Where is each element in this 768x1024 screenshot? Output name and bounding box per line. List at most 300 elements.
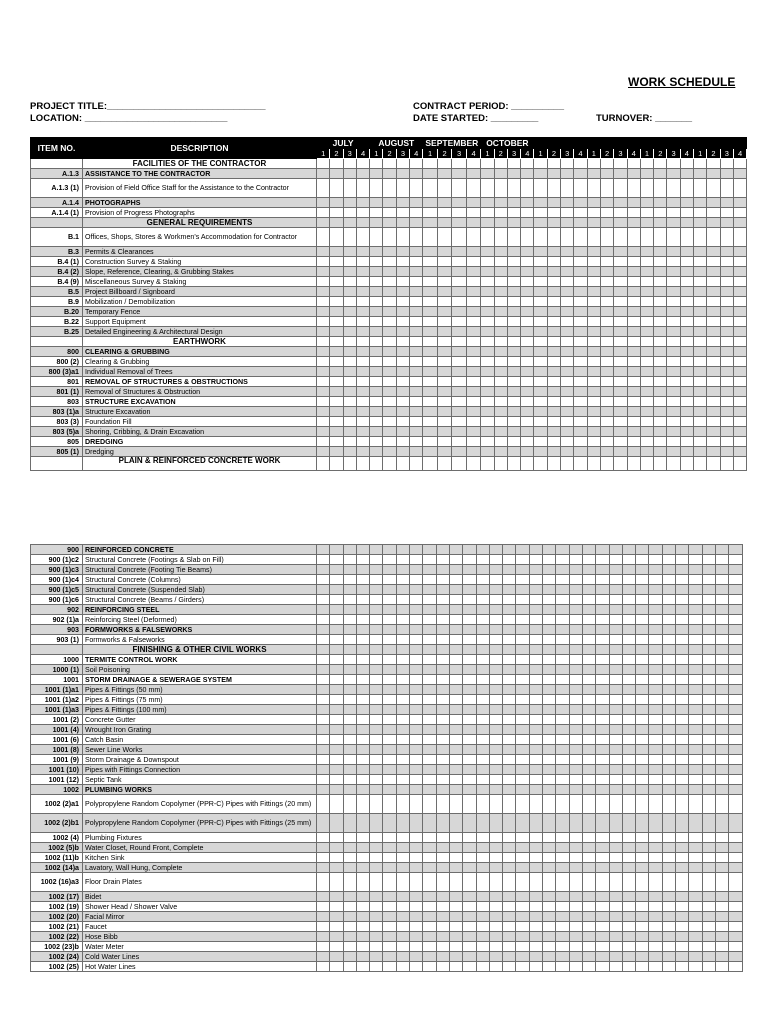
schedule-cell[interactable] bbox=[676, 863, 689, 873]
schedule-cell[interactable] bbox=[449, 922, 462, 932]
schedule-cell[interactable] bbox=[622, 775, 635, 785]
schedule-cell[interactable] bbox=[720, 257, 733, 267]
schedule-cell[interactable] bbox=[452, 427, 466, 437]
schedule-cell[interactable] bbox=[370, 327, 383, 337]
schedule-cell[interactable] bbox=[489, 902, 502, 912]
schedule-cell[interactable] bbox=[396, 695, 409, 705]
schedule-cell[interactable] bbox=[556, 695, 569, 705]
schedule-cell[interactable] bbox=[574, 277, 587, 287]
schedule-cell[interactable] bbox=[370, 735, 383, 745]
schedule-cell[interactable] bbox=[436, 695, 449, 705]
schedule-cell[interactable] bbox=[729, 735, 742, 745]
schedule-cell[interactable] bbox=[410, 277, 423, 287]
schedule-cell[interactable] bbox=[437, 317, 451, 327]
schedule-cell[interactable] bbox=[330, 645, 343, 655]
schedule-cell[interactable] bbox=[507, 218, 520, 228]
schedule-cell[interactable] bbox=[543, 785, 556, 795]
schedule-cell[interactable] bbox=[694, 377, 707, 387]
schedule-cell[interactable] bbox=[543, 585, 556, 595]
schedule-cell[interactable] bbox=[707, 198, 720, 208]
schedule-cell[interactable] bbox=[356, 407, 369, 417]
schedule-cell[interactable] bbox=[640, 179, 653, 198]
schedule-cell[interactable] bbox=[587, 417, 600, 427]
schedule-cell[interactable] bbox=[370, 843, 383, 853]
schedule-cell[interactable] bbox=[466, 437, 481, 447]
schedule-cell[interactable] bbox=[343, 685, 356, 695]
schedule-cell[interactable] bbox=[396, 447, 409, 457]
schedule-cell[interactable] bbox=[676, 873, 689, 892]
schedule-cell[interactable] bbox=[356, 833, 369, 843]
schedule-cell[interactable] bbox=[680, 287, 693, 297]
schedule-cell[interactable] bbox=[396, 218, 409, 228]
schedule-cell[interactable] bbox=[452, 257, 466, 267]
schedule-cell[interactable] bbox=[702, 765, 715, 775]
schedule-cell[interactable] bbox=[476, 555, 489, 565]
schedule-cell[interactable] bbox=[494, 377, 507, 387]
schedule-cell[interactable] bbox=[582, 932, 595, 942]
schedule-cell[interactable] bbox=[667, 317, 680, 327]
schedule-cell[interactable] bbox=[463, 695, 476, 705]
schedule-cell[interactable] bbox=[452, 437, 466, 447]
schedule-cell[interactable] bbox=[343, 297, 356, 307]
schedule-cell[interactable] bbox=[396, 715, 409, 725]
schedule-cell[interactable] bbox=[707, 307, 720, 317]
schedule-cell[interactable] bbox=[600, 417, 613, 427]
schedule-cell[interactable] bbox=[466, 247, 481, 257]
schedule-cell[interactable] bbox=[476, 575, 489, 585]
schedule-cell[interactable] bbox=[436, 795, 449, 814]
schedule-cell[interactable] bbox=[680, 377, 693, 387]
schedule-cell[interactable] bbox=[543, 892, 556, 902]
schedule-cell[interactable] bbox=[317, 765, 330, 775]
schedule-cell[interactable] bbox=[609, 942, 622, 952]
schedule-cell[interactable] bbox=[662, 785, 675, 795]
schedule-cell[interactable] bbox=[543, 635, 556, 645]
schedule-cell[interactable] bbox=[437, 257, 451, 267]
schedule-cell[interactable] bbox=[343, 765, 356, 775]
schedule-cell[interactable] bbox=[423, 863, 436, 873]
schedule-cell[interactable] bbox=[715, 715, 728, 725]
schedule-cell[interactable] bbox=[694, 397, 707, 407]
schedule-cell[interactable] bbox=[463, 873, 476, 892]
schedule-cell[interactable] bbox=[423, 902, 436, 912]
schedule-cell[interactable] bbox=[627, 407, 640, 417]
schedule-cell[interactable] bbox=[452, 287, 466, 297]
schedule-cell[interactable] bbox=[649, 902, 662, 912]
schedule-cell[interactable] bbox=[516, 605, 529, 615]
schedule-cell[interactable] bbox=[343, 775, 356, 785]
schedule-cell[interactable] bbox=[521, 347, 534, 357]
schedule-cell[interactable] bbox=[370, 257, 383, 267]
schedule-cell[interactable] bbox=[534, 218, 547, 228]
schedule-cell[interactable] bbox=[729, 775, 742, 785]
schedule-cell[interactable] bbox=[396, 665, 409, 675]
schedule-cell[interactable] bbox=[636, 853, 649, 863]
schedule-cell[interactable] bbox=[689, 735, 702, 745]
schedule-cell[interactable] bbox=[423, 765, 436, 775]
schedule-cell[interactable] bbox=[694, 337, 707, 347]
schedule-cell[interactable] bbox=[343, 785, 356, 795]
schedule-cell[interactable] bbox=[423, 665, 436, 675]
schedule-cell[interactable] bbox=[356, 725, 369, 735]
schedule-cell[interactable] bbox=[720, 347, 733, 357]
schedule-cell[interactable] bbox=[561, 267, 574, 277]
schedule-cell[interactable] bbox=[529, 585, 542, 595]
schedule-cell[interactable] bbox=[370, 347, 383, 357]
schedule-cell[interactable] bbox=[596, 565, 609, 575]
schedule-cell[interactable] bbox=[330, 327, 343, 337]
schedule-cell[interactable] bbox=[609, 843, 622, 853]
schedule-cell[interactable] bbox=[569, 785, 582, 795]
schedule-cell[interactable] bbox=[662, 952, 675, 962]
schedule-cell[interactable] bbox=[543, 853, 556, 863]
schedule-cell[interactable] bbox=[627, 247, 640, 257]
schedule-cell[interactable] bbox=[463, 545, 476, 555]
schedule-cell[interactable] bbox=[667, 257, 680, 267]
schedule-cell[interactable] bbox=[582, 853, 595, 863]
schedule-cell[interactable] bbox=[476, 755, 489, 765]
schedule-cell[interactable] bbox=[556, 873, 569, 892]
schedule-cell[interactable] bbox=[410, 833, 423, 843]
schedule-cell[interactable] bbox=[587, 159, 600, 169]
schedule-cell[interactable] bbox=[543, 795, 556, 814]
schedule-cell[interactable] bbox=[622, 665, 635, 675]
schedule-cell[interactable] bbox=[489, 853, 502, 863]
schedule-cell[interactable] bbox=[507, 179, 520, 198]
schedule-cell[interactable] bbox=[667, 208, 680, 218]
schedule-cell[interactable] bbox=[534, 307, 547, 317]
schedule-cell[interactable] bbox=[317, 377, 330, 387]
schedule-cell[interactable] bbox=[529, 595, 542, 605]
schedule-cell[interactable] bbox=[689, 795, 702, 814]
schedule-cell[interactable] bbox=[436, 952, 449, 962]
schedule-cell[interactable] bbox=[330, 437, 343, 447]
schedule-cell[interactable] bbox=[449, 595, 462, 605]
schedule-cell[interactable] bbox=[466, 417, 481, 427]
schedule-cell[interactable] bbox=[410, 565, 423, 575]
schedule-cell[interactable] bbox=[466, 367, 481, 377]
schedule-cell[interactable] bbox=[330, 457, 343, 471]
schedule-cell[interactable] bbox=[317, 208, 330, 218]
schedule-cell[interactable] bbox=[481, 198, 494, 208]
schedule-cell[interactable] bbox=[521, 277, 534, 287]
schedule-cell[interactable] bbox=[715, 833, 728, 843]
schedule-cell[interactable] bbox=[534, 277, 547, 287]
schedule-cell[interactable] bbox=[343, 337, 356, 347]
schedule-cell[interactable] bbox=[330, 397, 343, 407]
schedule-cell[interactable] bbox=[556, 942, 569, 952]
schedule-cell[interactable] bbox=[614, 367, 627, 377]
schedule-cell[interactable] bbox=[556, 575, 569, 585]
schedule-cell[interactable] bbox=[654, 208, 667, 218]
schedule-cell[interactable] bbox=[481, 169, 494, 179]
schedule-cell[interactable] bbox=[609, 575, 622, 585]
schedule-cell[interactable] bbox=[574, 228, 587, 247]
schedule-cell[interactable] bbox=[609, 745, 622, 755]
schedule-cell[interactable] bbox=[330, 377, 343, 387]
schedule-cell[interactable] bbox=[449, 853, 462, 863]
schedule-cell[interactable] bbox=[694, 159, 707, 169]
schedule-cell[interactable] bbox=[423, 715, 436, 725]
schedule-cell[interactable] bbox=[676, 765, 689, 775]
schedule-cell[interactable] bbox=[689, 585, 702, 595]
schedule-cell[interactable] bbox=[556, 705, 569, 715]
schedule-cell[interactable] bbox=[423, 735, 436, 745]
schedule-cell[interactable] bbox=[370, 545, 383, 555]
schedule-cell[interactable] bbox=[356, 357, 369, 367]
schedule-cell[interactable] bbox=[614, 357, 627, 367]
schedule-cell[interactable] bbox=[676, 565, 689, 575]
schedule-cell[interactable] bbox=[449, 605, 462, 615]
schedule-cell[interactable] bbox=[649, 655, 662, 665]
schedule-cell[interactable] bbox=[423, 357, 437, 367]
schedule-cell[interactable] bbox=[667, 427, 680, 437]
schedule-cell[interactable] bbox=[561, 337, 574, 347]
schedule-cell[interactable] bbox=[680, 387, 693, 397]
schedule-cell[interactable] bbox=[356, 347, 369, 357]
schedule-cell[interactable] bbox=[600, 267, 613, 277]
schedule-cell[interactable] bbox=[729, 932, 742, 942]
schedule-cell[interactable] bbox=[423, 795, 436, 814]
schedule-cell[interactable] bbox=[529, 912, 542, 922]
schedule-cell[interactable] bbox=[521, 287, 534, 297]
schedule-cell[interactable] bbox=[662, 595, 675, 605]
schedule-cell[interactable] bbox=[534, 267, 547, 277]
schedule-cell[interactable] bbox=[436, 725, 449, 735]
schedule-cell[interactable] bbox=[317, 863, 330, 873]
schedule-cell[interactable] bbox=[569, 932, 582, 942]
schedule-cell[interactable] bbox=[396, 853, 409, 863]
schedule-cell[interactable] bbox=[547, 198, 560, 208]
schedule-cell[interactable] bbox=[707, 287, 720, 297]
schedule-cell[interactable] bbox=[423, 377, 437, 387]
schedule-cell[interactable] bbox=[343, 615, 356, 625]
schedule-cell[interactable] bbox=[516, 635, 529, 645]
schedule-cell[interactable] bbox=[343, 347, 356, 357]
schedule-cell[interactable] bbox=[636, 922, 649, 932]
schedule-cell[interactable] bbox=[507, 317, 520, 327]
schedule-cell[interactable] bbox=[587, 377, 600, 387]
schedule-cell[interactable] bbox=[680, 257, 693, 267]
schedule-cell[interactable] bbox=[521, 169, 534, 179]
schedule-cell[interactable] bbox=[436, 665, 449, 675]
schedule-cell[interactable] bbox=[383, 745, 396, 755]
schedule-cell[interactable] bbox=[370, 159, 383, 169]
schedule-cell[interactable] bbox=[543, 555, 556, 565]
schedule-cell[interactable] bbox=[596, 853, 609, 863]
schedule-cell[interactable] bbox=[423, 208, 437, 218]
schedule-cell[interactable] bbox=[556, 675, 569, 685]
schedule-cell[interactable] bbox=[503, 625, 516, 635]
schedule-cell[interactable] bbox=[676, 755, 689, 765]
schedule-cell[interactable] bbox=[622, 705, 635, 715]
schedule-cell[interactable] bbox=[649, 863, 662, 873]
schedule-cell[interactable] bbox=[729, 645, 742, 655]
schedule-cell[interactable] bbox=[561, 179, 574, 198]
schedule-cell[interactable] bbox=[733, 277, 746, 287]
schedule-cell[interactable] bbox=[396, 545, 409, 555]
schedule-cell[interactable] bbox=[370, 615, 383, 625]
schedule-cell[interactable] bbox=[396, 725, 409, 735]
schedule-cell[interactable] bbox=[410, 952, 423, 962]
schedule-cell[interactable] bbox=[410, 685, 423, 695]
schedule-cell[interactable] bbox=[383, 725, 396, 735]
schedule-cell[interactable] bbox=[600, 377, 613, 387]
schedule-cell[interactable] bbox=[410, 942, 423, 952]
schedule-cell[interactable] bbox=[521, 198, 534, 208]
schedule-cell[interactable] bbox=[574, 247, 587, 257]
schedule-cell[interactable] bbox=[423, 287, 437, 297]
schedule-cell[interactable] bbox=[662, 685, 675, 695]
schedule-cell[interactable] bbox=[614, 397, 627, 407]
schedule-cell[interactable] bbox=[437, 169, 451, 179]
schedule-cell[interactable] bbox=[449, 932, 462, 942]
schedule-cell[interactable] bbox=[466, 387, 481, 397]
schedule-cell[interactable] bbox=[729, 595, 742, 605]
schedule-cell[interactable] bbox=[614, 377, 627, 387]
schedule-cell[interactable] bbox=[356, 307, 369, 317]
schedule-cell[interactable] bbox=[494, 277, 507, 287]
schedule-cell[interactable] bbox=[330, 267, 343, 277]
schedule-cell[interactable] bbox=[317, 665, 330, 675]
schedule-cell[interactable] bbox=[356, 745, 369, 755]
schedule-cell[interactable] bbox=[676, 695, 689, 705]
schedule-cell[interactable] bbox=[556, 665, 569, 675]
schedule-cell[interactable] bbox=[463, 605, 476, 615]
schedule-cell[interactable] bbox=[720, 159, 733, 169]
schedule-cell[interactable] bbox=[516, 665, 529, 675]
schedule-cell[interactable] bbox=[627, 367, 640, 377]
schedule-cell[interactable] bbox=[667, 437, 680, 447]
schedule-cell[interactable] bbox=[317, 297, 330, 307]
schedule-cell[interactable] bbox=[689, 635, 702, 645]
schedule-cell[interactable] bbox=[507, 159, 520, 169]
schedule-cell[interactable] bbox=[561, 397, 574, 407]
schedule-cell[interactable] bbox=[662, 715, 675, 725]
schedule-cell[interactable] bbox=[396, 247, 409, 257]
schedule-cell[interactable] bbox=[463, 635, 476, 645]
schedule-cell[interactable] bbox=[356, 863, 369, 873]
schedule-cell[interactable] bbox=[702, 575, 715, 585]
schedule-cell[interactable] bbox=[654, 277, 667, 287]
schedule-cell[interactable] bbox=[534, 297, 547, 307]
schedule-cell[interactable] bbox=[476, 665, 489, 675]
schedule-cell[interactable] bbox=[330, 218, 343, 228]
schedule-cell[interactable] bbox=[476, 962, 489, 972]
schedule-cell[interactable] bbox=[627, 437, 640, 447]
schedule-cell[interactable] bbox=[543, 705, 556, 715]
schedule-cell[interactable] bbox=[534, 257, 547, 267]
schedule-cell[interactable] bbox=[636, 795, 649, 814]
schedule-cell[interactable] bbox=[627, 179, 640, 198]
schedule-cell[interactable] bbox=[383, 397, 396, 407]
schedule-cell[interactable] bbox=[627, 427, 640, 437]
schedule-cell[interactable] bbox=[507, 198, 520, 208]
schedule-cell[interactable] bbox=[437, 159, 451, 169]
schedule-cell[interactable] bbox=[569, 625, 582, 635]
schedule-cell[interactable] bbox=[503, 665, 516, 675]
schedule-cell[interactable] bbox=[680, 247, 693, 257]
schedule-cell[interactable] bbox=[476, 725, 489, 735]
schedule-cell[interactable] bbox=[396, 257, 409, 267]
schedule-cell[interactable] bbox=[649, 545, 662, 555]
schedule-cell[interactable] bbox=[463, 902, 476, 912]
schedule-cell[interactable] bbox=[702, 814, 715, 833]
schedule-cell[interactable] bbox=[596, 555, 609, 565]
schedule-cell[interactable] bbox=[410, 922, 423, 932]
schedule-cell[interactable] bbox=[569, 912, 582, 922]
schedule-cell[interactable] bbox=[383, 357, 396, 367]
schedule-cell[interactable] bbox=[410, 437, 423, 447]
schedule-cell[interactable] bbox=[481, 307, 494, 317]
schedule-cell[interactable] bbox=[370, 635, 383, 645]
schedule-cell[interactable] bbox=[343, 218, 356, 228]
schedule-cell[interactable] bbox=[494, 257, 507, 267]
schedule-cell[interactable] bbox=[489, 625, 502, 635]
schedule-cell[interactable] bbox=[609, 705, 622, 715]
schedule-cell[interactable] bbox=[507, 228, 520, 247]
schedule-cell[interactable] bbox=[649, 912, 662, 922]
schedule-cell[interactable] bbox=[534, 387, 547, 397]
schedule-cell[interactable] bbox=[596, 685, 609, 695]
schedule-cell[interactable] bbox=[370, 218, 383, 228]
schedule-cell[interactable] bbox=[707, 218, 720, 228]
schedule-cell[interactable] bbox=[622, 635, 635, 645]
schedule-cell[interactable] bbox=[582, 863, 595, 873]
schedule-cell[interactable] bbox=[729, 565, 742, 575]
schedule-cell[interactable] bbox=[343, 912, 356, 922]
schedule-cell[interactable] bbox=[609, 715, 622, 725]
schedule-cell[interactable] bbox=[529, 765, 542, 775]
schedule-cell[interactable] bbox=[529, 605, 542, 615]
schedule-cell[interactable] bbox=[561, 208, 574, 218]
schedule-cell[interactable] bbox=[667, 247, 680, 257]
schedule-cell[interactable] bbox=[574, 377, 587, 387]
schedule-cell[interactable] bbox=[636, 775, 649, 785]
schedule-cell[interactable] bbox=[569, 675, 582, 685]
schedule-cell[interactable] bbox=[516, 952, 529, 962]
schedule-cell[interactable] bbox=[662, 625, 675, 635]
schedule-cell[interactable] bbox=[343, 902, 356, 912]
schedule-cell[interactable] bbox=[614, 327, 627, 337]
schedule-cell[interactable] bbox=[733, 287, 746, 297]
schedule-cell[interactable] bbox=[649, 775, 662, 785]
schedule-cell[interactable] bbox=[534, 247, 547, 257]
schedule-cell[interactable] bbox=[356, 337, 369, 347]
schedule-cell[interactable] bbox=[317, 892, 330, 902]
schedule-cell[interactable] bbox=[330, 605, 343, 615]
schedule-cell[interactable] bbox=[667, 367, 680, 377]
schedule-cell[interactable] bbox=[423, 695, 436, 705]
schedule-cell[interactable] bbox=[569, 892, 582, 902]
schedule-cell[interactable] bbox=[600, 198, 613, 208]
schedule-cell[interactable] bbox=[330, 287, 343, 297]
schedule-cell[interactable] bbox=[529, 795, 542, 814]
schedule-cell[interactable] bbox=[640, 247, 653, 257]
schedule-cell[interactable] bbox=[396, 595, 409, 605]
schedule-cell[interactable] bbox=[702, 843, 715, 853]
schedule-cell[interactable] bbox=[680, 218, 693, 228]
schedule-cell[interactable] bbox=[503, 795, 516, 814]
schedule-cell[interactable] bbox=[676, 902, 689, 912]
schedule-cell[interactable] bbox=[343, 655, 356, 665]
schedule-cell[interactable] bbox=[356, 377, 369, 387]
schedule-cell[interactable] bbox=[436, 843, 449, 853]
schedule-cell[interactable] bbox=[636, 665, 649, 675]
schedule-cell[interactable] bbox=[452, 179, 466, 198]
schedule-cell[interactable] bbox=[423, 814, 436, 833]
schedule-cell[interactable] bbox=[516, 695, 529, 705]
